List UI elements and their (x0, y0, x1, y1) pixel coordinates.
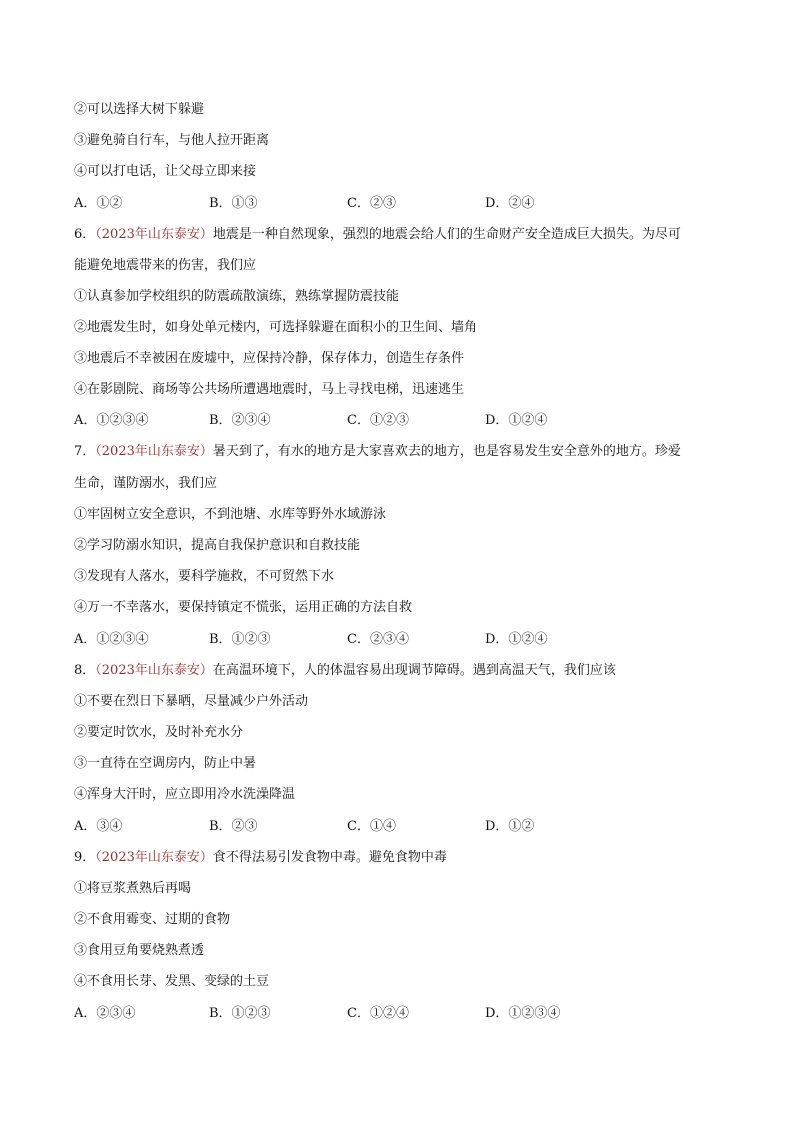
q6-item-2: ②地震发生时，如身处单元楼内，可选择躲避在面积小的卫生间、墙角 (74, 320, 478, 335)
q9-option-b: B．①②③ (209, 1006, 271, 1021)
q9-item-3: ③食用豆角要烧熟煮透 (74, 943, 205, 958)
q6-source: （2023年山东泰安） (95, 227, 213, 242)
q5-item-2: ②可以选择大树下躲避 (74, 102, 205, 117)
q9-number: 9． (74, 850, 96, 865)
q6-option-a: A．①②③④ (74, 413, 149, 428)
q9-source: （2023年山东泰安） (95, 850, 213, 865)
q9-stem-line1: 食不得法易引发食物中毒。避免食物中毒 (212, 850, 447, 865)
q5-option-a: A．①② (74, 196, 123, 211)
q5-option-c: C．②③ (347, 196, 396, 211)
q7-option-c: C．②③④ (347, 632, 409, 647)
q7-item-3: ③发现有人落水，要科学施救，不可贸然下水 (74, 569, 335, 584)
q7-item-1: ①牢固树立安全意识，不到池塘、水库等野外水域游泳 (74, 507, 387, 522)
q9-option-d: D．①②③④ (485, 1006, 561, 1021)
q8-item-1: ①不要在烈日下暴晒，尽量减少户外活动 (74, 694, 309, 709)
q7-option-a: A．①②③④ (74, 632, 149, 647)
q6-item-4: ④在影剧院、商场等公共场所遭遇地震时，马上寻找电梯，迅速逃生 (74, 382, 465, 397)
q9-option-c: C．①②④ (347, 1006, 409, 1021)
q7-source: （2023年山东泰安） (95, 444, 213, 459)
q6-stem (74, 226, 681, 244)
q8-option-a: A．③④ (74, 819, 123, 834)
q6-number: 6． (74, 227, 96, 242)
q7-option-d: D．①②④ (485, 632, 548, 647)
q8-option-c: C．①④ (347, 819, 396, 834)
q6-item-1: ①认真参加学校组织的防震疏散演练，熟练掌握防震技能 (74, 289, 400, 304)
q8-source: （2023年山东泰安） (95, 663, 213, 678)
q8-option-d: D．①② (485, 819, 535, 834)
q9-item-1: ①将豆浆煮熟后再喝 (74, 881, 192, 896)
q8-item-2: ②要定时饮水，及时补充水分 (74, 725, 244, 740)
q6-option-b: B．②③④ (209, 413, 271, 428)
q6-item-3: ③地震后不幸被困在废墟中，应保持冷静，保存体力，创造生存条件 (74, 351, 465, 366)
q5-item-3: ③避免骑自行车，与他人拉开距离 (74, 133, 270, 148)
q8-option-b: B．②③ (209, 819, 258, 834)
q8-item-4: ④浑身大汗时，应立即用冷水洗澡降温 (74, 787, 296, 802)
q8-number: 8． (74, 663, 96, 678)
q7-stem-line1: 暑天到了，有水的地方是大家喜欢去的地方，也是容易发生安全意外的地方。珍爱 (212, 444, 681, 459)
q9-option-a: A．②③④ (74, 1006, 136, 1021)
q7-stem-line2: 生命，谨防溺水，我们应 (74, 476, 218, 491)
q5-option-d: D．②④ (485, 196, 535, 211)
q8-stem (74, 662, 616, 680)
q7-item-2: ②学习防溺水知识，提高自我保护意识和自救技能 (74, 538, 361, 553)
q6-stem-line1: 地震是一种自然现象，强烈的地震会给人们的生命财产安全造成巨大损失。为尽可 (212, 227, 681, 242)
q7-option-b: B．①②③ (209, 632, 271, 647)
q7-stem (74, 443, 681, 461)
q9-item-2: ②不食用霉变、过期的食物 (74, 912, 231, 927)
q5-option-b: B．①③ (209, 196, 258, 211)
q7-item-4: ④万一不幸落水，要保持镇定不慌张，运用正确的方法自救 (74, 600, 413, 615)
q7-number: 7． (74, 444, 96, 459)
q9-stem (74, 849, 447, 867)
q6-option-c: C．①②③ (347, 413, 409, 428)
q6-option-d: D．①②④ (485, 413, 548, 428)
q8-item-3: ③一直待在空调房内，防止中暑 (74, 756, 257, 771)
q8-stem-line1: 在高温环境下，人的体温容易出现调节障碍。遇到高温天气，我们应该 (212, 663, 616, 678)
q6-stem-line2: 能避免地震带来的伤害，我们应 (74, 258, 257, 273)
q9-item-4: ④不食用长芽、发黑、变绿的土豆 (74, 974, 270, 989)
q5-item-4: ④可以打电话，让父母立即来接 (74, 164, 257, 179)
